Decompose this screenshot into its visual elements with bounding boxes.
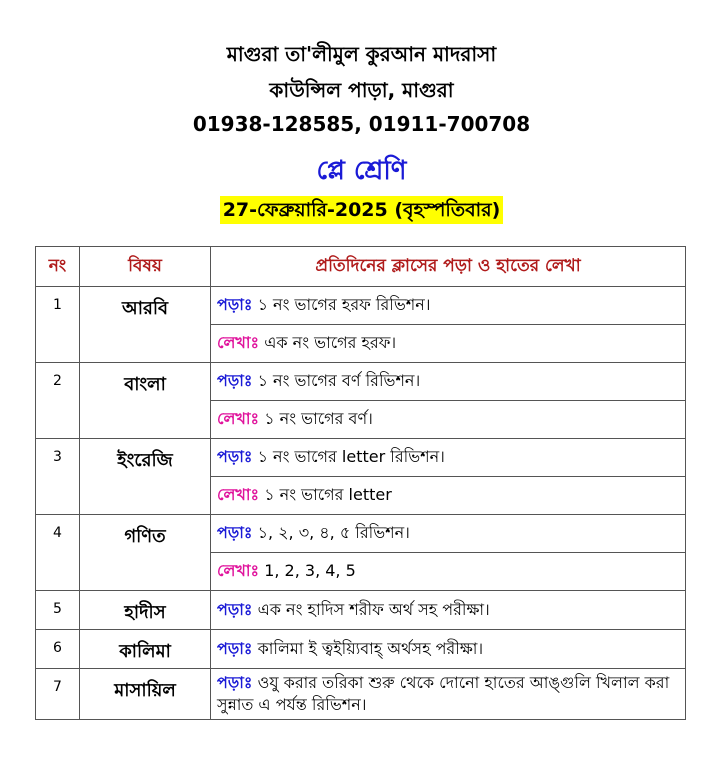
write-label: লেখাঃ [217, 409, 260, 428]
row-number: 5 [36, 591, 80, 630]
read-task [211, 439, 686, 477]
table-row [36, 630, 686, 669]
read-task [211, 669, 686, 720]
subject-name: মাসায়িল [80, 669, 211, 720]
header-num: নং [36, 247, 80, 287]
subject-name: কালিমা [80, 630, 211, 669]
row-number: 6 [36, 630, 80, 669]
read-label: পড়াঃ [217, 599, 253, 619]
subject-name: হাদীস [80, 591, 211, 630]
read-label: পড়াঃ [217, 673, 253, 692]
write-text: ১ নং ভাগের বর্ণ। [264, 409, 373, 428]
subject-name: আরবি [80, 287, 211, 363]
school-name: মাগুরা তা'লীমুল কুরআন মাদরাসা [226, 42, 497, 66]
table-header-row [36, 247, 686, 287]
row-number: 7 [36, 669, 80, 720]
read-label: পড়াঃ [217, 523, 253, 542]
read-text: ১ নং ভাগের বর্ণ রিভিশন। [257, 371, 421, 390]
header-subject: বিষয় [80, 247, 211, 287]
row-number: 1 [36, 287, 80, 363]
lesson-table [35, 246, 686, 720]
read-task [211, 630, 686, 669]
read-text: এক নং হাদিস শরীফ অর্থ সহ পরীক্ষা। [257, 599, 490, 619]
header-task: প্রতিদিনের ক্লাসের পড়া ও হাতের লেখা [211, 247, 686, 287]
table-row [36, 287, 686, 325]
write-task [211, 325, 686, 363]
read-label: পড়াঃ [217, 371, 253, 390]
read-text: ওযু করার তরিকা শুরু থেকে দোনো হাতের আঙ্গুলি খিলাল করা সুন্নাত এ পর্যন্ত রিভিশন। [217, 673, 670, 714]
read-task [211, 363, 686, 401]
class-title: প্লে শ্রেণি [316, 156, 407, 186]
row-number: 4 [36, 515, 80, 591]
date-label: 27-ফেব্রুয়ারি-2025 (বৃহস্পতিবার) [220, 196, 504, 224]
write-label: লেখাঃ [217, 333, 260, 352]
table-row [36, 669, 686, 720]
write-task [211, 553, 686, 591]
write-text: এক নং ভাগের হরফ। [264, 333, 397, 352]
read-label: পড়াঃ [217, 295, 253, 314]
subject-name: গণিত [80, 515, 211, 591]
write-label: লেখাঃ [217, 485, 260, 504]
write-text: 1, 2, 3, 4, 5 [264, 561, 356, 580]
write-label: লেখাঃ [217, 561, 260, 580]
write-text: ১ নং ভাগের letter [264, 485, 392, 504]
read-text: কালিমা ই ত্বইয়্যিবাহ্ অর্থসহ পরীক্ষা। [257, 638, 484, 658]
row-number: 2 [36, 363, 80, 439]
date-banner [0, 196, 723, 224]
read-label: পড়াঃ [217, 638, 253, 658]
write-task [211, 477, 686, 515]
read-task [211, 287, 686, 325]
read-task [211, 591, 686, 630]
table-row [36, 515, 686, 553]
read-text: ১, ২, ৩, ৪, ৫ রিভিশন। [257, 523, 410, 542]
read-task [211, 515, 686, 553]
subject-name: ইংরেজি [80, 439, 211, 515]
table-row [36, 363, 686, 401]
write-task [211, 401, 686, 439]
subject-name: বাংলা [80, 363, 211, 439]
row-number: 3 [36, 439, 80, 515]
table-row [36, 439, 686, 477]
read-text: ১ নং ভাগের letter রিভিশন। [257, 447, 445, 466]
phone-numbers: 01938-128585, 01911-700708 [192, 112, 531, 136]
school-address: কাউন্সিল পাড়া, মাগুরা [269, 78, 454, 102]
table-row [36, 591, 686, 630]
read-text: ১ নং ভাগের হরফ রিভিশন। [257, 295, 431, 314]
read-label: পড়াঃ [217, 447, 253, 466]
